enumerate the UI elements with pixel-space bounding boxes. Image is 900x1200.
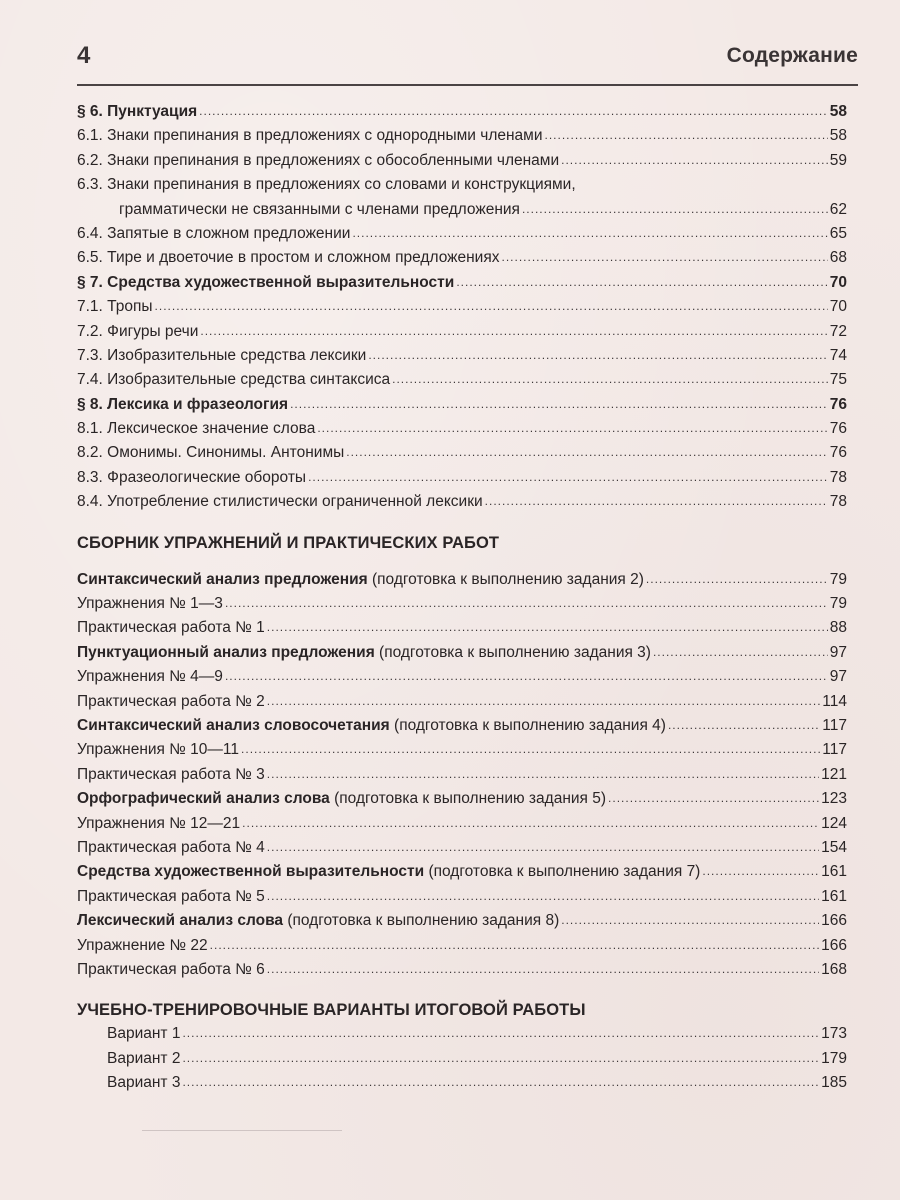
toc-entry-page: 74 (829, 346, 847, 364)
toc-entry-label: 6.1. Знаки препинания в предложениях с однородными членами (77, 127, 543, 145)
dot-leader (210, 933, 819, 957)
dot-leader (561, 908, 819, 932)
dot-leader (267, 835, 819, 859)
dot-leader (182, 1046, 819, 1070)
toc-entry-page: 62 (829, 200, 847, 218)
toc-entry-label: Упражнения № 4—9 (77, 668, 223, 686)
toc-section-7[interactable] (77, 271, 847, 295)
toc-entry-label: 7.3. Изобразительные средства лексики (77, 346, 367, 364)
toc-entry[interactable] (77, 812, 847, 836)
toc-entry-label: 6.5. Тире и двоеточие в простом и сложном предложениях (77, 249, 500, 267)
toc-entry-label: 8.1. Лексическое значение слова (77, 420, 316, 438)
dot-leader (225, 591, 828, 615)
toc-entry-page: 72 (829, 322, 847, 340)
toc-entry[interactable] (77, 246, 847, 270)
dot-leader (242, 811, 819, 835)
toc-entry-label: Практическая работа № 3 (77, 765, 265, 783)
toc-entry-label: Практическая работа № 6 (77, 960, 265, 978)
toc-entry-page: 76 (829, 395, 847, 413)
toc-entry-label: 7.1. Тропы (77, 298, 153, 316)
toc-entry-label: 8.2. Омонимы. Синонимы. Антонимы (77, 444, 345, 462)
dot-leader (317, 416, 827, 440)
toc-entry-page: 76 (829, 420, 847, 438)
toc-entry-page: 166 (821, 936, 847, 954)
toc-entry-line1[interactable] (77, 173, 847, 197)
toc-entry-label: 8.3. Фразеологические обороты (77, 468, 307, 486)
toc-entry-label: 7.4. Изобразительные средства синтаксиса (77, 371, 391, 389)
toc-entry-label: Упражнения № 10—11 (77, 741, 240, 759)
dot-leader (241, 737, 820, 761)
toc-entry-page: 70 (829, 273, 847, 291)
spacer (77, 515, 847, 531)
running-head (77, 36, 858, 78)
table-of-contents (77, 100, 847, 1095)
dot-leader (199, 99, 828, 123)
toc-group-lexical[interactable] (77, 909, 847, 933)
toc-entry[interactable] (77, 124, 847, 148)
toc-entry-label: Упражнения № 12—21 (77, 814, 241, 832)
toc-entry-page: 185 (821, 1074, 847, 1092)
dot-leader (368, 343, 827, 367)
toc-entry-page: 59 (829, 151, 847, 169)
dot-leader (267, 762, 819, 786)
toc-entry-label (77, 860, 702, 884)
toc-entry[interactable] (77, 763, 847, 787)
toc-entry-label: Вариант 2 (107, 1049, 181, 1067)
toc-group-note: (подготовка к выполнению задания 5) (329, 790, 607, 808)
toc-group-note: (подготовка к выполнению задания 2) (367, 570, 644, 588)
toc-section-6[interactable] (77, 100, 847, 124)
toc-entry-page: 114 (822, 692, 847, 710)
toc-entry-label: § 8. Лексика и фразеология (77, 395, 289, 413)
toc-entry-page: 75 (829, 371, 847, 389)
toc-entry-page: 173 (821, 1025, 847, 1043)
toc-entry-label: Упражнения № 1—3 (77, 595, 223, 613)
toc-entry-label: грамматически не связанными с членами предложения (119, 200, 520, 218)
toc-entry[interactable] (77, 490, 847, 514)
toc-entry-page: 161 (821, 863, 847, 881)
toc-entry-page: 68 (829, 249, 847, 267)
dot-leader (561, 148, 828, 172)
toc-entry-variant[interactable] (77, 1071, 847, 1095)
dot-leader (182, 1070, 819, 1094)
toc-entry-label: 7.2. Фигуры речи (77, 322, 199, 340)
dot-leader (182, 1021, 819, 1045)
toc-entry-page: 88 (829, 619, 847, 637)
toc-entry[interactable] (77, 149, 847, 173)
toc-entry-page: 161 (821, 887, 847, 905)
running-head-title: Содержание (726, 44, 858, 67)
toc-entry-page: 97 (829, 668, 847, 686)
toc-entry-page: 154 (821, 838, 847, 856)
dot-leader (668, 713, 820, 737)
dot-leader (456, 270, 827, 294)
toc-entry-label: Практическая работа № 1 (77, 619, 265, 637)
toc-entry[interactable] (77, 368, 847, 392)
dot-leader (267, 615, 828, 639)
toc-entry[interactable] (77, 320, 847, 344)
dot-leader (485, 489, 828, 513)
toc-entry-page: 76 (829, 444, 847, 462)
toc-group-title: Орфографический анализ слова (77, 790, 330, 808)
dot-leader (155, 294, 828, 318)
page-number: 4 (77, 42, 91, 69)
toc-group-title: Синтаксический анализ предложения (77, 570, 368, 588)
dot-leader (290, 392, 828, 416)
toc-entry-page: 78 (829, 468, 847, 486)
toc-entry[interactable] (77, 441, 847, 465)
toc-group-punctuation[interactable] (77, 641, 847, 665)
toc-group-note: (подготовка к выполнению задания 8) (283, 912, 560, 930)
toc-entry[interactable] (77, 934, 847, 958)
toc-entry[interactable] (77, 665, 847, 689)
toc-entry-label (77, 714, 668, 738)
toc-entry-page: 121 (821, 765, 847, 783)
toc-group-note: (подготовка к выполнению задания 7) (424, 863, 701, 881)
toc-entry-label: Вариант 1 (107, 1025, 181, 1043)
toc-entry-label: Упражнение № 22 (77, 936, 208, 954)
toc-entry-label: Вариант 3 (107, 1074, 181, 1092)
toc-entry-label: Практическая работа № 4 (77, 838, 265, 856)
toc-entry-page: 79 (829, 595, 847, 613)
toc-entry-page: 123 (821, 790, 847, 808)
toc-entry[interactable] (77, 466, 847, 490)
toc-entry-variant[interactable] (77, 1047, 847, 1071)
toc-entry-label (77, 568, 646, 592)
dot-leader (522, 197, 828, 221)
dot-leader (608, 786, 819, 810)
dot-leader (392, 367, 828, 391)
toc-group-title: Синтаксический анализ словосочетания (77, 716, 390, 734)
dot-leader (346, 440, 828, 464)
toc-entry-page: 70 (829, 298, 847, 316)
toc-group-syntax-phrase[interactable] (77, 714, 847, 738)
toc-group-note: (подготовка к выполнению задания 4) (389, 716, 666, 734)
toc-entry-page: 179 (821, 1049, 847, 1067)
toc-entry-label: Практическая работа № 2 (77, 692, 265, 710)
toc-entry-label: 6.4. Запятые в сложном предложении (77, 224, 351, 242)
toc-group-title: Средства художественной выразительности (77, 863, 425, 881)
dot-leader (702, 859, 819, 883)
dot-leader (200, 319, 827, 343)
toc-entry-page: 65 (829, 224, 847, 242)
toc-section-8[interactable] (77, 393, 847, 417)
dot-leader (653, 640, 828, 664)
toc-entry-page: 124 (821, 814, 847, 832)
toc-group-note: (подготовка к выполнению задания 3) (374, 643, 651, 661)
toc-group-title: Пунктуационный анализ предложения (77, 643, 375, 661)
toc-entry-page: 168 (821, 960, 847, 978)
toc-entry[interactable] (77, 295, 847, 319)
toc-entry-label: § 7. Средства художественной выразительности (77, 273, 455, 291)
dot-leader (352, 221, 827, 245)
toc-group-title: Лексический анализ слова (77, 912, 284, 930)
dot-leader (225, 664, 828, 688)
toc-entry[interactable] (77, 616, 847, 640)
toc-entry-label (77, 641, 653, 665)
toc-entry-page: 117 (822, 716, 847, 734)
toc-entry-page: 117 (822, 741, 847, 759)
toc-entry[interactable] (77, 690, 847, 714)
toc-entry-page: 78 (829, 493, 847, 511)
toc-entry-label: 6.3. Знаки препинания в предложениях со словами и конструкциями, (77, 176, 576, 194)
header-rule (77, 84, 858, 86)
toc-entry-label: 8.4. Употребление стилистически ограниченной лексики (77, 493, 483, 511)
toc-entry[interactable] (77, 885, 847, 909)
toc-entry[interactable] (77, 836, 847, 860)
toc-entry[interactable] (77, 344, 847, 368)
toc-entry-label: § 6. Пунктуация (77, 103, 198, 120)
toc-entry[interactable] (77, 417, 847, 441)
toc-entry-page: 58 (829, 103, 847, 120)
footer-rule (142, 1130, 342, 1131)
toc-entry-page: 97 (829, 643, 847, 661)
dot-leader (646, 567, 828, 591)
spacer (77, 982, 847, 998)
toc-entry-label: 6.2. Знаки препинания в предложениях с обособленными членами (77, 151, 560, 169)
toc-entry-page: 58 (829, 127, 847, 145)
toc-entry[interactable] (77, 958, 847, 982)
dot-leader (308, 465, 828, 489)
toc-entry-variant[interactable] (77, 1022, 847, 1046)
toc-entry[interactable] (77, 222, 847, 246)
toc-entry[interactable] (77, 198, 847, 222)
toc-group-syntax-sentence[interactable] (77, 568, 847, 592)
toc-group-expressive-means[interactable] (77, 860, 847, 884)
toc-entry[interactable] (77, 592, 847, 616)
dot-leader (545, 123, 828, 147)
toc-group-orthography[interactable] (77, 787, 847, 811)
toc-entry-label (77, 909, 561, 933)
dot-leader (267, 689, 820, 713)
part-heading-variants: УЧЕБНО-ТРЕНИРОВОЧНЫЕ ВАРИАНТЫ ИТОГОВОЙ РАБОТЫ (77, 1001, 586, 1020)
toc-entry-label (77, 787, 608, 811)
toc-entry-page: 79 (829, 570, 847, 588)
toc-entry-page: 166 (821, 912, 847, 930)
dot-leader (502, 245, 828, 269)
dot-leader (267, 884, 819, 908)
toc-entry-label: Практическая работа № 5 (77, 887, 265, 905)
dot-leader (267, 957, 819, 981)
toc-entry[interactable] (77, 738, 847, 762)
part-heading-collection: СБОРНИК УПРАЖНЕНИЙ И ПРАКТИЧЕСКИХ РАБОТ (77, 533, 500, 552)
